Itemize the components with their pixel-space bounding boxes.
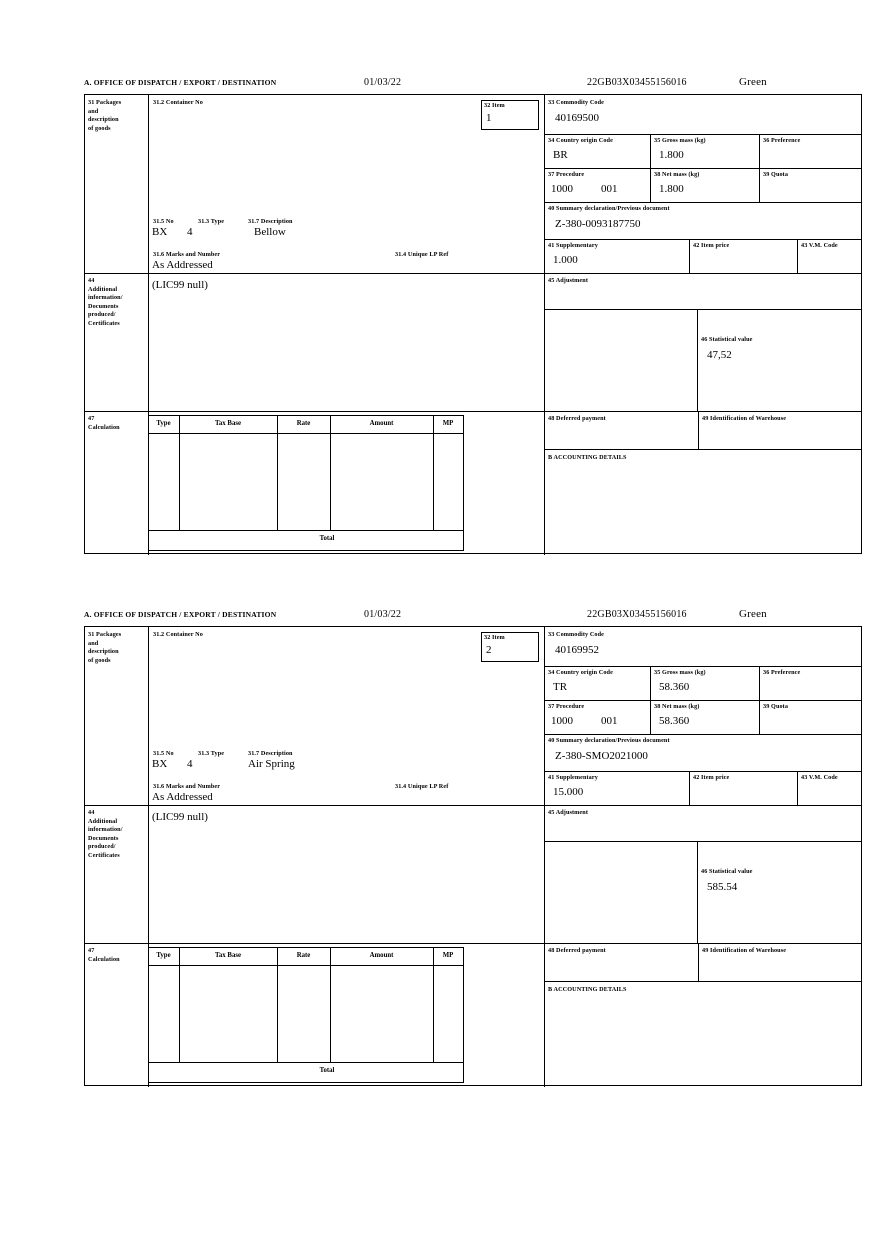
office-of-dispatch-label: A. OFFICE OF DISPATCH / EXPORT / DESTINATION [84, 78, 277, 87]
movement-reference-number: 22GB03X03455156016 [587, 609, 687, 620]
box39-label: 39 Quota [763, 171, 789, 178]
box31-3-type-value: 4 [187, 758, 193, 770]
box35-label: 35 Gross mass (kg) [654, 669, 706, 676]
divider-box37-bottom [544, 202, 861, 203]
divider-box48-bottom [544, 449, 861, 450]
calc-table-body-bottom [148, 1062, 464, 1063]
divider-box47-top [85, 943, 861, 944]
box32-label: 32 Item [484, 102, 505, 109]
movement-reference-number: 22GB03X03455156016 [587, 77, 687, 88]
calc-col-0 [148, 947, 149, 1082]
boxB-label: B ACCOUNTING DETAILS [548, 986, 627, 993]
box44-label: 44 Additional information/ Documents produced/ Certificates [88, 809, 123, 859]
box44-label: 44 Additional information/ Documents produced/ Certificates [88, 277, 123, 327]
calc-table-top [148, 947, 464, 948]
box32-label: 32 Item [484, 634, 505, 641]
calc-col-1 [179, 947, 180, 1062]
box31-7-description-value: Bellow [254, 226, 286, 238]
divider-box46-left [697, 309, 698, 411]
declaration-date: 01/03/22 [364, 77, 402, 88]
box40-value: Z-380-0093187750 [555, 218, 641, 230]
calc-col-header-rate: Rate [296, 952, 311, 959]
divider-box33-bottom [544, 134, 861, 135]
box43-label: 43 V.M. Code [801, 242, 838, 249]
calc-total-label: Total [319, 1067, 335, 1074]
box33-value: 40169500 [555, 112, 599, 124]
divider-box31-bottom [85, 273, 544, 274]
box49-label: 49 Identification of Warehouse [702, 947, 787, 954]
calc-col-5 [463, 947, 464, 1082]
divider-box42-box43 [797, 771, 798, 805]
calc-col-header-tax-base: Tax Base [215, 420, 241, 427]
calc-total-label: Total [319, 535, 335, 542]
divider-left-column [148, 95, 149, 457]
box40-label: 40 Summary declaration/Previous document [548, 205, 670, 212]
box46-value: 47,52 [707, 349, 732, 361]
calc-table-header-bottom [148, 965, 464, 966]
box38-value: 1.800 [659, 183, 684, 195]
box31-4-unique-lp-ref-label: 31.4 Unique LP Ref [395, 783, 449, 790]
calc-col-header-rate: Rate [296, 420, 311, 427]
divider-box40-bottom [544, 771, 861, 772]
divider-box48-box49 [698, 943, 699, 981]
box31-6-marks-label: 31.6 Marks and Number [153, 783, 221, 790]
box41-label: 41 Supplementary [548, 774, 598, 781]
box49-label: 49 Identification of Warehouse [702, 415, 787, 422]
divider-box41-box42 [689, 771, 690, 805]
box31-7-description-label: 31.7 Description [248, 218, 293, 225]
box31-3-type-label: 31.3 Type [198, 750, 225, 757]
box31-2-container-no-label: 31.2 Container No [153, 99, 203, 106]
box31-6-marks-label: 31.6 Marks and Number [153, 251, 221, 258]
divider-dotted-box46 [544, 841, 545, 943]
route-lane: Green [739, 76, 767, 88]
calc-col-4 [433, 947, 434, 1062]
box46-label: 46 Statistical value [701, 868, 753, 875]
box38-label: 38 Net mass (kg) [654, 171, 700, 178]
calc-col-2 [277, 947, 278, 1062]
box38-value: 58.360 [659, 715, 690, 727]
box34-label: 34 Country origin Code [548, 669, 613, 676]
calc-table-body-bottom [148, 530, 464, 531]
box43-label: 43 V.M. Code [801, 774, 838, 781]
box32-value: 1 [486, 111, 492, 124]
box31-2-container-no-label: 31.2 Container No [153, 631, 203, 638]
box44-value: (LIC99 null) [152, 279, 208, 291]
box35-value: 58.360 [659, 681, 690, 693]
box34-label: 34 Country origin Code [548, 137, 613, 144]
box40-value: Z-380-SMO2021000 [555, 750, 648, 762]
divider-box34-bottom [544, 168, 861, 169]
box31-7-description-label: 31.7 Description [248, 750, 293, 757]
box40-label: 40 Summary declaration/Previous document [548, 737, 670, 744]
box32-item [481, 632, 539, 662]
box42-label: 42 Item price [693, 774, 730, 781]
calc-col-header-amount: Amount [369, 952, 394, 959]
calc-col-2 [277, 415, 278, 530]
divider-box31-bottom [85, 805, 544, 806]
calc-col-1 [179, 415, 180, 530]
divider-box45-bottom [544, 309, 861, 310]
box31-5-no-label: 31.5 No [153, 218, 174, 225]
divider-box33-bottom [544, 666, 861, 667]
box37-value-a: 1000 [551, 183, 573, 195]
box35-value: 1.800 [659, 149, 684, 161]
declaration-grid [84, 94, 862, 554]
divider-box40-bottom [544, 239, 861, 240]
calc-col-header-mp: MP [442, 420, 454, 427]
box44-value: (LIC99 null) [152, 811, 208, 823]
box31-5-no-value: BX [152, 758, 168, 770]
box37-value-a: 1000 [551, 715, 573, 727]
divider-left-column [148, 627, 149, 989]
calc-col-3 [330, 947, 331, 1062]
divider-box41-box42 [689, 239, 690, 273]
box31-3-type-value: 4 [187, 226, 193, 238]
box33-value: 40169952 [555, 644, 599, 656]
box48-label: 48 Deferred payment [548, 947, 606, 954]
divider-box34-bottom [544, 700, 861, 701]
box45-label: 45 Adjustment [548, 277, 588, 284]
box31-5-no-value: BX [152, 226, 168, 238]
box42-label: 42 Item price [693, 242, 730, 249]
box46-label: 46 Statistical value [701, 336, 753, 343]
box47-label: 47 Calculation [88, 947, 120, 963]
calc-col-5 [463, 415, 464, 550]
divider-box47-top [85, 411, 861, 412]
divider-box45-bottom [544, 841, 861, 842]
route-lane: Green [739, 608, 767, 620]
calc-table-total-bottom [148, 550, 464, 551]
calc-col-3 [330, 415, 331, 530]
box41-label: 41 Supplementary [548, 242, 598, 249]
calc-col-0 [148, 415, 149, 550]
customs-declaration-form-2 [84, 610, 862, 1086]
divider-dotted-box46 [544, 309, 545, 411]
box31-6-marks-value: As Addressed [152, 259, 213, 271]
declaration-grid [84, 626, 862, 1086]
box41-value: 15.000 [553, 786, 584, 798]
box34-value: BR [553, 149, 568, 161]
calc-table-top [148, 415, 464, 416]
box34-value: TR [553, 681, 568, 693]
divider-box41-bottom [544, 273, 861, 274]
divider-box48-box49 [698, 411, 699, 449]
box35-label: 35 Gross mass (kg) [654, 137, 706, 144]
box48-label: 48 Deferred payment [548, 415, 606, 422]
calc-col-header-amount: Amount [369, 420, 394, 427]
box32-item [481, 100, 539, 130]
divider-box46-left [697, 841, 698, 943]
customs-declaration-form-1 [84, 78, 862, 554]
calc-col-header-mp: MP [442, 952, 454, 959]
calc-col-header-tax-base: Tax Base [215, 952, 241, 959]
box33-label: 33 Commodity Code [548, 631, 605, 638]
box31-6-marks-value: As Addressed [152, 791, 213, 803]
box37-label: 37 Procedure [548, 171, 585, 178]
box38-label: 38 Net mass (kg) [654, 703, 700, 710]
divider-box37-bottom [544, 734, 861, 735]
divider-box48-bottom [544, 981, 861, 982]
box32-value: 2 [486, 643, 492, 656]
calc-table-total-bottom [148, 1082, 464, 1083]
calc-col-4 [433, 415, 434, 530]
box31-label: 31 Packages and description of goods [88, 99, 122, 132]
box37-value-b: 001 [601, 183, 618, 195]
box36-label: 36 Preference [763, 669, 801, 676]
box46-value: 585.54 [707, 881, 738, 893]
calc-col-header-type: Type [156, 952, 171, 959]
box37-label: 37 Procedure [548, 703, 585, 710]
calc-table-header-bottom [148, 433, 464, 434]
box37-value-b: 001 [601, 715, 618, 727]
divider-box41-bottom [544, 805, 861, 806]
box31-5-no-label: 31.5 No [153, 750, 174, 757]
calc-col-header-type: Type [156, 420, 171, 427]
form-header [84, 78, 862, 94]
box33-label: 33 Commodity Code [548, 99, 605, 106]
box47-label: 47 Calculation [88, 415, 120, 431]
divider-box42-box43 [797, 239, 798, 273]
box31-4-unique-lp-ref-label: 31.4 Unique LP Ref [395, 251, 449, 258]
form-header [84, 610, 862, 626]
box31-3-type-label: 31.3 Type [198, 218, 225, 225]
declaration-date: 01/03/22 [364, 609, 402, 620]
box36-label: 36 Preference [763, 137, 801, 144]
box45-label: 45 Adjustment [548, 809, 588, 816]
boxB-label: B ACCOUNTING DETAILS [548, 454, 627, 461]
box39-label: 39 Quota [763, 703, 789, 710]
office-of-dispatch-label: A. OFFICE OF DISPATCH / EXPORT / DESTINATION [84, 610, 277, 619]
box31-label: 31 Packages and description of goods [88, 631, 122, 664]
box41-value: 1.000 [553, 254, 578, 266]
box31-7-description-value: Air Spring [248, 758, 295, 770]
